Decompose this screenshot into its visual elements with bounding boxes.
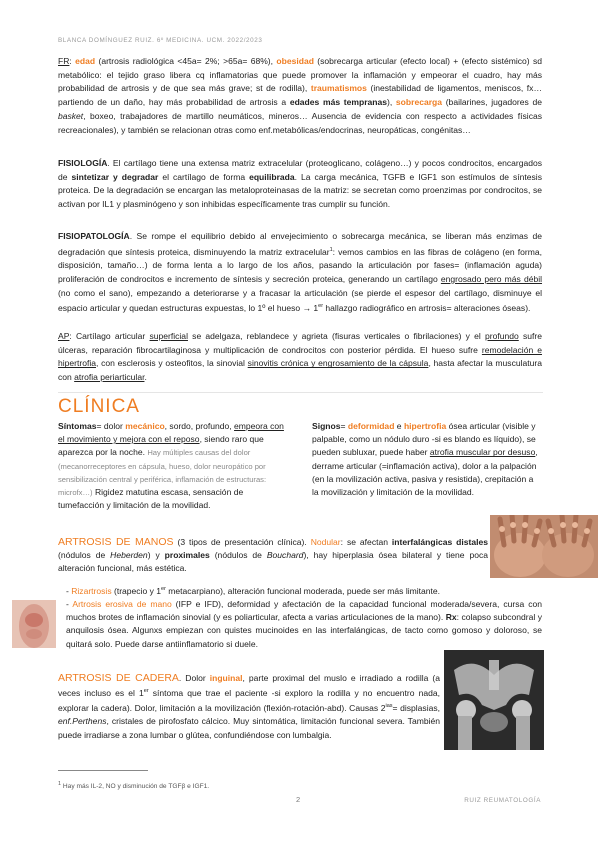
cadera-text: , parte proximal del muslo e irradiado a rodilla (a veces incluso es el 1: [58, 673, 440, 699]
fisiologia-label: FISIOLOGÍA: [58, 158, 108, 168]
cadera-text: . Dolor: [178, 673, 210, 683]
manos-heading: ARTROSIS DE MANOS: [58, 536, 174, 548]
fisiopatologia-underline: engrosado pero más débil: [440, 273, 543, 284]
cadera-paragraph: [58, 672, 440, 742]
footnote-divider: [58, 770, 148, 771]
fisiologia-text: . El cartílago tiene una extensa matriz extracelular (proteoglicano, colágeno…) y pocos condrocitos, encargados de: [58, 158, 542, 182]
ap-text: , con esclerosis y osteofitos, la sinovial: [96, 358, 248, 369]
signos-paragraph: [312, 420, 540, 499]
superscript: er: [143, 688, 149, 695]
superscript: ias: [385, 703, 393, 710]
manos-bold: interfalángicas distales: [391, 537, 488, 547]
erosiva-text: : colapso subcondral y anquilosis ósea. Algunxs empiezan con quistes mucinoides en las interfalángicas, de tacto como gomoso y doloroso, se quitará solo. Puede darse antiinflamatorio si duele.: [66, 612, 542, 649]
signos-text: ósea articular (visible y palpable, como un nódulo duro -si es blando es líquido), se pueden subluxar, puede haber: [312, 421, 536, 458]
signos-label: Signos: [312, 421, 341, 431]
ap-underline: profundo: [485, 331, 519, 341]
sintomas-text: , sordo, profundo,: [164, 421, 235, 431]
manos-text: (nódulos de: [209, 550, 267, 561]
footnote-number: 1: [58, 781, 62, 787]
clinica-heading: CLÍNICA: [58, 396, 140, 417]
fr-text: (bailarines, jugadores de: [442, 97, 542, 108]
erosiva-item: [66, 598, 542, 651]
sintomas-label: Síntomas: [58, 421, 97, 431]
fisiologia-text: . La carga mecánica, TGFB e IGF1 son estímulos de síntesis proteica. De la degradación se encargan las metaloproteinasas de la matriz: se secretan como proenzimas por condrocitos, se activan por IL1 y plasminógeno y son inhibidas específicamente tras cumplir su función.: [58, 171, 542, 210]
ap-paragraph: [58, 330, 542, 385]
fisiologia-paragraph: [58, 157, 542, 212]
ap-label: AP: [58, 331, 70, 341]
fisiologia-bold: sintetizar y degradar: [71, 171, 159, 182]
sintomas-text: , siendo raro que aparezca por la noche.: [58, 434, 264, 458]
fr-traumatismos: traumatismos: [310, 83, 367, 94]
sintomas-text: = dolor: [96, 421, 126, 431]
signos-deformidad: deformidad: [347, 421, 395, 431]
fisiopatologia-text: hallazgo radiográfico en artrosis= alteraciones óseas).: [323, 303, 531, 314]
fisiopatologia-text: : vemos cambios en las fibras de colágeno (en forma, disposición, tamaño…) de forma lenta a lo largo de los años, pasando la articulación por fases= (inflamación aguda) proliferación de condrocitos e incremento de síntesis y secreción proteica, generando un cartílago: [58, 246, 542, 284]
fr-edad: edad: [75, 56, 96, 66]
cadera-inguinal: inguinal: [209, 673, 243, 683]
ap-underline: atrofia periarticular: [74, 372, 145, 383]
manos-text: : se afectan: [340, 537, 392, 547]
fisiopatologia-text: (no como el sano), empezando a deteriorarse y a fracasar la articulación (se pierde el espesor del cartílago, disminuye el espacio articular y quedan estructuras expuestas, lo 1º el hueso → 1: [58, 287, 542, 314]
running-footer: RUIZ REUMATOLOGÍA: [464, 797, 541, 804]
cadera-italic: enf.Perthens: [58, 716, 107, 727]
ap-text: sufre úlceras, reparación fibrocartilaginosa y multiplicación de condrocitos con posterior pérdida. El hueso sufre: [58, 331, 542, 355]
running-header: BLANCA DOMÍNGUEZ RUIZ. 6º MEDICINA. UCM. 2022/2023: [58, 37, 263, 44]
signos-text: =: [340, 421, 348, 431]
fr-text: ),: [387, 97, 396, 108]
ap-underline: sinovitis crónica y engrosamiento de la cápsula: [247, 358, 429, 369]
footnote-text: Hay más IL-2, NO y disminución de TGFβ e IGF1.: [61, 783, 210, 791]
sintomas-text: Rigidez matutina escasa, sensación de tumefacción y limitación de la movilidad.: [58, 487, 244, 511]
ap-text: se adelgaza, reblandece y agrieta (fisuras verticales o fibrilaciones) y el: [187, 331, 486, 341]
rizartrosis-item: [66, 583, 538, 598]
erosiva-rx: Rx: [445, 612, 457, 623]
sintomas-underline: empeora con el movimiento y mejora con el reposo: [58, 421, 284, 445]
sintomas-paragraph: [58, 420, 290, 512]
erosiva-label: Artrosis erosiva de mano: [72, 599, 172, 609]
finger-photo: [12, 600, 56, 648]
manos-paragraph: [58, 536, 488, 576]
fr-label: FR: [58, 56, 70, 66]
manos-italic: Heberden: [110, 550, 148, 561]
cadera-heading: ARTROSIS DE CADERA: [58, 672, 179, 684]
ap-underline: superficial: [149, 331, 188, 341]
fr-text: (artrosis radiológica <45a= 2%; >65a= 68%),: [95, 56, 277, 66]
fisiologia-bold: equilibrada: [249, 171, 295, 182]
sintomas-mecanico: mecánico: [125, 421, 165, 431]
fr-basket: basket: [58, 110, 84, 121]
manos-bold: proximales: [164, 550, 210, 561]
fr-text: (sobrecarga articular (efecto local) + (efecto sistémico) sd metabólico: el tejido graso libera cq inflamatorias que puede promover la inflamación y empeorar el cuadro, hay más probabilidad de artrosis y de que sea más grave; st de rodilla),: [58, 56, 543, 94]
rizartrosis-text: (trapecio y 1: [111, 585, 162, 596]
manos-italic: Bouchard: [266, 550, 304, 561]
fr-paragraph: [58, 55, 542, 137]
manos-text: ) y: [147, 550, 165, 561]
ap-text: .: [144, 372, 147, 383]
footnote-ref: 1: [329, 246, 333, 253]
manos-nodular: Nodular: [310, 537, 341, 547]
ap-text: : Cartílago articular: [69, 331, 150, 341]
signos-text: e: [394, 421, 404, 431]
rizartrosis-text: metacarpiano), alteración funcional moderada, puede ser más limitante.: [165, 585, 441, 596]
pelvis-xray: [444, 650, 544, 750]
cadera-text: , cristales de pirofosfato cálcico. Muy sintomática, limitación funcional severa. También puede irradiarse a zona lumbar o glútea, confundiéndose con lumbalgia.: [58, 716, 440, 740]
fr-obesidad: obesidad: [276, 56, 314, 66]
manos-text: ), hay hiperplasia ósea bilateral y tiene poca alteración funcional, más estética.: [58, 550, 489, 574]
ap-text: , hasta afectar la musculatura con: [58, 358, 542, 383]
fr-text: , boxeo, trabajadores de martillo neumáticos, mineros… Ausencia de evidencia con respecto a actividades físicas recreacionales), y también se relacionan otras como enf.metabólicas/endocrinas, neuropáticas, congénitas…: [58, 110, 542, 135]
manos-text: (3 tipos de presentación clínica).: [173, 537, 311, 547]
fr-sobrecarga: sobrecarga: [395, 97, 443, 108]
rizartrosis-label: Rizartrosis: [71, 585, 112, 596]
erosiva-text: (IFP e IFD), deformidad y afectación de la capacidad funcional moderada/severa, cursa con muchos brotes de inflamación sinovial (y es poliarticular, afecta a varias articulaciones de la mano).: [66, 599, 542, 623]
fr-text: (inestabilidad de ligamentos, meniscos, fx… partiendo de un daño, hay más probabilidad de artrosis a: [58, 83, 542, 108]
bullet: -: [66, 599, 69, 609]
section-divider: [58, 392, 543, 393]
bullet: -: [66, 585, 69, 596]
fisiologia-text: el cartílago de forma: [158, 171, 250, 182]
hands-photo: [490, 515, 598, 578]
manos-text: (nódulos de: [58, 550, 111, 561]
footnote: [58, 781, 209, 790]
fr-edades: edades más tempranas: [289, 97, 387, 108]
cadera-text: síntoma que trae el paciente -si exploro la rodilla y no encuentro nada, explorar la cadera). Dolor, limitación a la movilización (flexión-rotación-abd). Causas 2: [58, 688, 440, 714]
signos-underline: atrofia muscular por desuso: [429, 447, 536, 458]
signos-hipertrofia: hipertrofia: [403, 421, 447, 431]
signos-text: , derrame articular (=inflamación activa), dolor a la palpación (en la movilización activa, pasiva y resistida), crepitación a la movilización y limitación de la movilidad.: [312, 447, 538, 498]
fisiopatologia-paragraph: [58, 230, 542, 316]
page-number: 2: [296, 795, 301, 804]
cadera-text: = displasias,: [392, 703, 440, 714]
fr-text: :: [69, 56, 76, 66]
fisiopatologia-label: FISIOPATOLOGÍA: [58, 231, 130, 241]
superscript: er: [161, 586, 166, 592]
fisiopatologia-text: . Se rompe el equilibrio debido al envejecimiento o sobrecarga mecánica, se liberan más enzimas de degradación que síntesis proteica, disminuyendo la matriz extracelular: [58, 231, 542, 257]
ap-underline: remodelación e hipertrofia: [58, 344, 542, 369]
superscript: er: [318, 303, 324, 310]
sintomas-grey-note: Hay múltiples causas del dolor (mecanorreceptores en cápsula, hueso, dolor neuropático por sensibilización central y periférica, inflamación de estructuras: microfx…): [58, 448, 267, 498]
